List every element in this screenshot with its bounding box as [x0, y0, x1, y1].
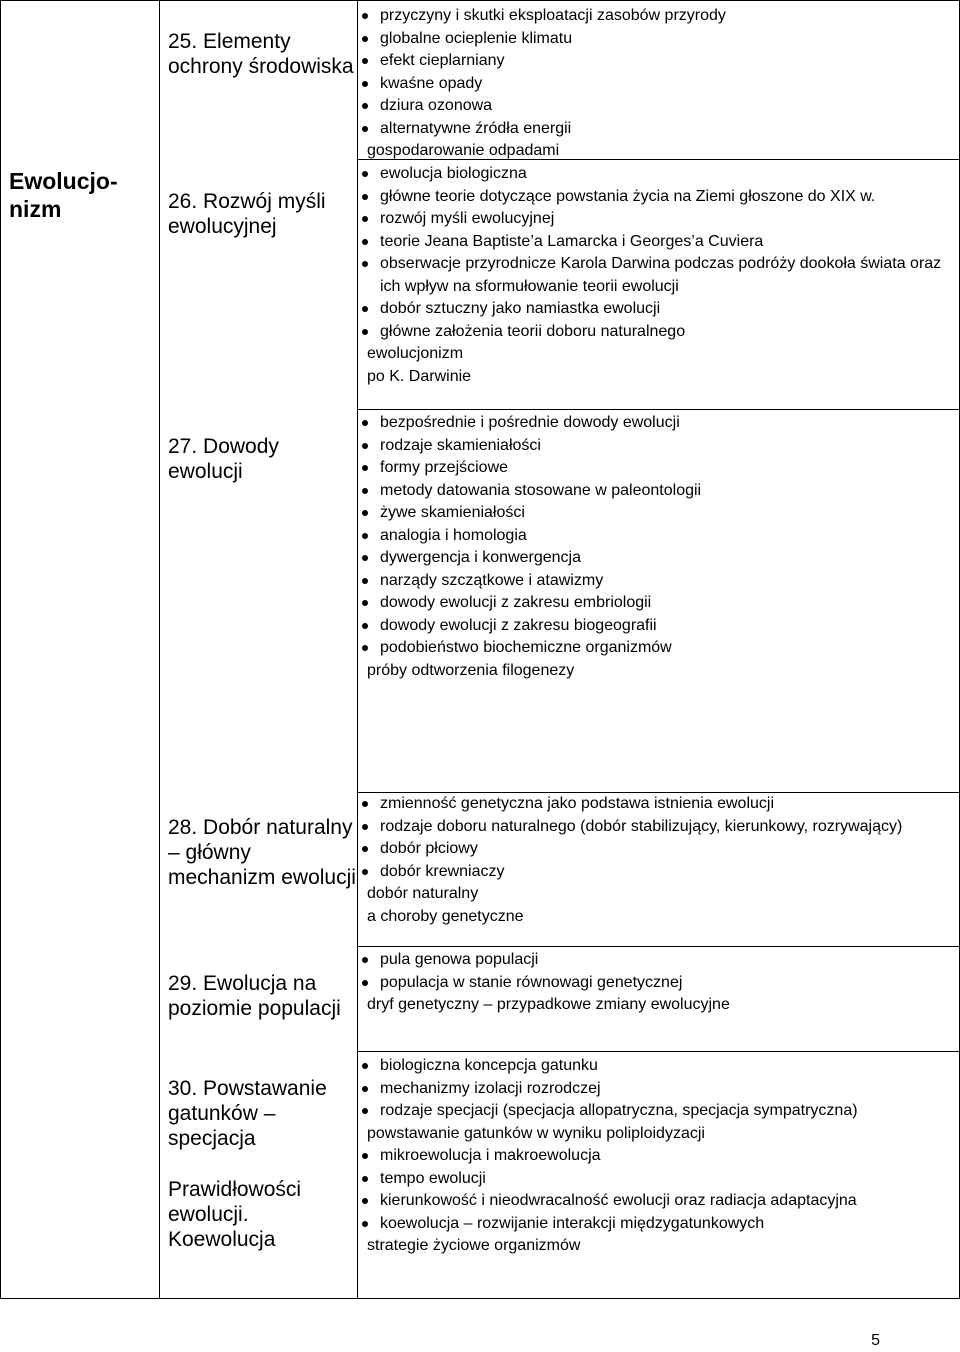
content-row-25 [357, 0, 960, 160]
list-item-text: pula genowa populacji [380, 951, 539, 968]
list-item [358, 186, 959, 209]
plain-text: ewolucjonizm [367, 345, 464, 362]
bullet-icon [362, 555, 368, 561]
bullet-icon [362, 623, 368, 629]
topic-line: Koewolucja [168, 1228, 276, 1251]
list-item-text: żywe skamieniałości [380, 504, 525, 521]
bullet-icon [362, 1108, 368, 1114]
topic-30 [168, 1076, 357, 1151]
list-item [358, 1145, 959, 1168]
list-item [358, 208, 959, 231]
page-number: 5 [871, 1332, 880, 1349]
list-item-text: kierunkowość i nieodwracalność ewolucji oraz radiacja adaptacyjna [380, 1192, 857, 1209]
list-item [358, 816, 959, 839]
topic-28 [168, 815, 357, 890]
bullet-icon [362, 1176, 368, 1182]
list-item [358, 435, 959, 458]
list-item [358, 793, 959, 816]
list-item [358, 95, 959, 118]
list-item-text: rodzaje skamieniałości [380, 436, 541, 454]
plain-text: a choroby genetyczne [367, 907, 524, 925]
plain-text: gospodarowanie odpadami [367, 142, 560, 159]
topic-25 [168, 29, 357, 79]
list-item [358, 1078, 959, 1101]
bullet-list [358, 1145, 959, 1235]
topic-line: ochrony [168, 55, 243, 78]
list-item [358, 1213, 959, 1236]
topic-line: 28. Dobór [168, 816, 261, 839]
content-list [358, 412, 959, 682]
bullet-icon [362, 801, 368, 807]
list-item [358, 1190, 959, 1213]
bullet-icon [362, 1063, 368, 1069]
content-list [358, 5, 959, 163]
list-item-text: bezpośrednie i pośrednie dowody ewolucji [380, 414, 680, 431]
topic-line: Prawidłowości [168, 1178, 302, 1201]
bullet-icon [362, 216, 368, 222]
list-item [358, 321, 959, 344]
list-item [358, 525, 959, 548]
list-item [358, 615, 959, 638]
list-item [358, 253, 959, 298]
bullet-icon [362, 465, 368, 471]
bullet-icon [362, 1153, 368, 1159]
bullet-icon [362, 13, 368, 19]
list-item [358, 1100, 959, 1123]
bullet-icon [362, 420, 368, 426]
bullet-list [358, 949, 959, 994]
list-item [358, 570, 959, 593]
content-row-27 [357, 409, 960, 793]
list-item-text: rodzaje specjacji (specjacja allopatryczna, specjacja sympatryczna) [380, 1102, 858, 1119]
topic-line: środowiska [248, 55, 354, 78]
topic-27 [168, 434, 357, 484]
list-item-text: globalne ocieplenie klimatu [380, 29, 573, 47]
list-item-text: ewolucja biologiczna [380, 165, 527, 182]
list-item-text: podobieństwo biochemiczne organizmów [380, 639, 672, 656]
topic-line: 27. Dowody [168, 435, 279, 458]
list-item-text: biologiczna koncepcja gatunku [380, 1057, 598, 1074]
content-list [358, 1055, 959, 1258]
list-item-text: koewolucja – rozwijanie interakcji międzygatunkowych [380, 1214, 765, 1232]
topic-line: ewolucji [281, 866, 356, 889]
topic-line: ewolucji. [168, 1203, 249, 1226]
content-row-28 [357, 792, 960, 947]
list-item-text: teorie Jeana Baptiste’a Lamarcka i Georges’a Cuviera [380, 232, 764, 250]
topic-line: główny [185, 841, 251, 864]
topic-29 [168, 971, 357, 1021]
list-item [358, 298, 959, 321]
bullet-icon [362, 957, 368, 963]
plain-text: dobór naturalny [367, 885, 479, 902]
list-item [358, 502, 959, 525]
bullet-icon [362, 980, 368, 986]
list-item [358, 73, 959, 96]
list-item-text: mechanizmy izolacji rozrodczej [380, 1079, 601, 1097]
content-list [358, 793, 959, 928]
topic-line: 29. Ewolucja [168, 972, 288, 995]
list-item-text: narządy szczątkowe i atawizmy [380, 571, 604, 589]
bullet-icon [362, 1198, 368, 1204]
bullet-icon [362, 600, 368, 606]
list-item-text: dywergencja i konwergencja [380, 549, 581, 566]
topic-line: mechanizm [168, 866, 276, 889]
plain-text: po K. Darwinie [367, 367, 472, 385]
list-item-text: metody datowania stosowane w paleontologii [380, 481, 702, 499]
bullet-icon [362, 443, 368, 449]
list-item [358, 5, 959, 28]
list-item [358, 861, 959, 884]
topic-line: 30. Powstawanie [168, 1077, 327, 1100]
list-item-text: alternatywne źródła energii [380, 119, 572, 137]
bullet-icon [362, 36, 368, 42]
list-item [358, 163, 959, 186]
topic-line: 25. Elementy [168, 30, 291, 53]
content-row-29 [357, 946, 960, 1052]
bullet-list [358, 1055, 959, 1123]
bullet-icon [362, 126, 368, 132]
list-item [358, 1055, 959, 1078]
topics-cell [159, 0, 358, 1299]
list-item-text: przyczyny i skutki eksploatacji zasobów przyrody [380, 7, 726, 24]
bullet-list [358, 5, 959, 140]
bullet-icon [362, 103, 368, 109]
bullet-icon [362, 510, 368, 516]
list-item-text: dobór płciowy [380, 840, 478, 857]
section-cell [0, 0, 160, 1299]
list-item [358, 838, 959, 861]
list-item [358, 118, 959, 141]
bullet-list [358, 793, 959, 883]
bullet-icon [362, 578, 368, 584]
list-item [358, 1168, 959, 1191]
plain-text: strategie życiowe organizmów [367, 1237, 581, 1254]
list-item-text: kwaśne opady [380, 74, 483, 92]
list-item [358, 592, 959, 615]
list-item-text: główne teorie dotyczące powstania życia na Ziemi głoszone do XIX w. [380, 187, 876, 205]
list-item [358, 547, 959, 570]
list-item-text: efekt cieplarniany [380, 52, 505, 69]
bullet-icon [362, 58, 368, 64]
list-item-text: analogia i homologia [380, 526, 527, 544]
list-item [358, 637, 959, 660]
bullet-icon [362, 329, 368, 335]
bullet-icon [362, 81, 368, 87]
bullet-icon [362, 824, 368, 830]
plain-text: próby odtworzenia filogenezy [367, 661, 575, 679]
bullet-icon [362, 261, 368, 267]
topic-line: populacji [257, 997, 341, 1020]
bullet-icon [362, 306, 368, 312]
topic-26 [168, 189, 357, 239]
topic-line: ewolucyjnej [168, 215, 277, 238]
list-item-text: rozwój myśli ewolucyjnej [380, 210, 555, 227]
topic-line: ewolucji [168, 460, 243, 483]
content-list [358, 949, 959, 1017]
bullet-icon [362, 846, 368, 852]
list-item [358, 231, 959, 254]
topic-line: naturalny – [168, 816, 353, 864]
topic-line: 26. Rozwój myśli [168, 190, 326, 213]
list-item-text: dobór krewniaczy [380, 862, 505, 880]
bullet-icon [362, 1086, 368, 1092]
content-row-26 [357, 159, 960, 410]
list-item [358, 412, 959, 435]
section-title: Ewolucjo-nizm [9, 168, 118, 222]
list-item-text: główne założenia teorii doboru naturalnego [380, 322, 686, 340]
topic-31 [168, 1177, 357, 1252]
bullet-icon [362, 239, 368, 245]
topic-line: specjacja [168, 1127, 256, 1150]
bullet-icon [362, 645, 368, 651]
bullet-list [358, 412, 959, 660]
list-item [358, 457, 959, 480]
topic-line: na poziomie [168, 972, 317, 1020]
list-item [358, 50, 959, 73]
list-item-text: tempo ewolucji [380, 1169, 486, 1187]
list-item-text: formy przejściowe [380, 459, 509, 476]
bullet-icon [362, 488, 368, 494]
bullet-icon [362, 171, 368, 177]
list-item-text: dobór sztuczny jako namiastka ewolucji [380, 300, 661, 317]
list-item [358, 949, 959, 972]
list-item-text: rodzaje doboru naturalnego (dobór stabilizujący, kierunkowy, rozrywający) [380, 817, 903, 835]
list-item-text: obserwacje przyrodnicze Karola Darwina podczas podróży dookoła świata oraz ich wpływ na sformułowanie teorii ewolucji [380, 255, 942, 295]
list-item [358, 28, 959, 51]
bullet-icon [362, 194, 368, 200]
bullet-list [358, 163, 959, 343]
plain-text: powstawanie gatunków w wyniku poliploidyzacji [367, 1124, 705, 1142]
bullet-icon [362, 533, 368, 539]
list-item [358, 972, 959, 995]
plain-text: dryf genetyczny – przypadkowe zmiany ewolucyjne [367, 996, 730, 1013]
topic-line: gatunków – [168, 1102, 276, 1125]
list-item-text: mikroewolucja i makroewolucja [380, 1147, 601, 1164]
list-item-text: zmienność genetyczna jako podstawa istnienia ewolucji [380, 795, 774, 812]
list-item-text: populacja w stanie równowagi genetycznej [380, 973, 683, 991]
content-row-30 [357, 1051, 960, 1299]
bullet-icon [362, 869, 368, 875]
list-item-text: dowody ewolucji z zakresu biogeografii [380, 616, 657, 634]
list-item [358, 480, 959, 503]
content-list [358, 163, 959, 388]
bullet-icon [362, 1221, 368, 1227]
list-item-text: dowody ewolucji z zakresu embriologii [380, 594, 652, 611]
list-item-text: dziura ozonowa [380, 97, 493, 114]
